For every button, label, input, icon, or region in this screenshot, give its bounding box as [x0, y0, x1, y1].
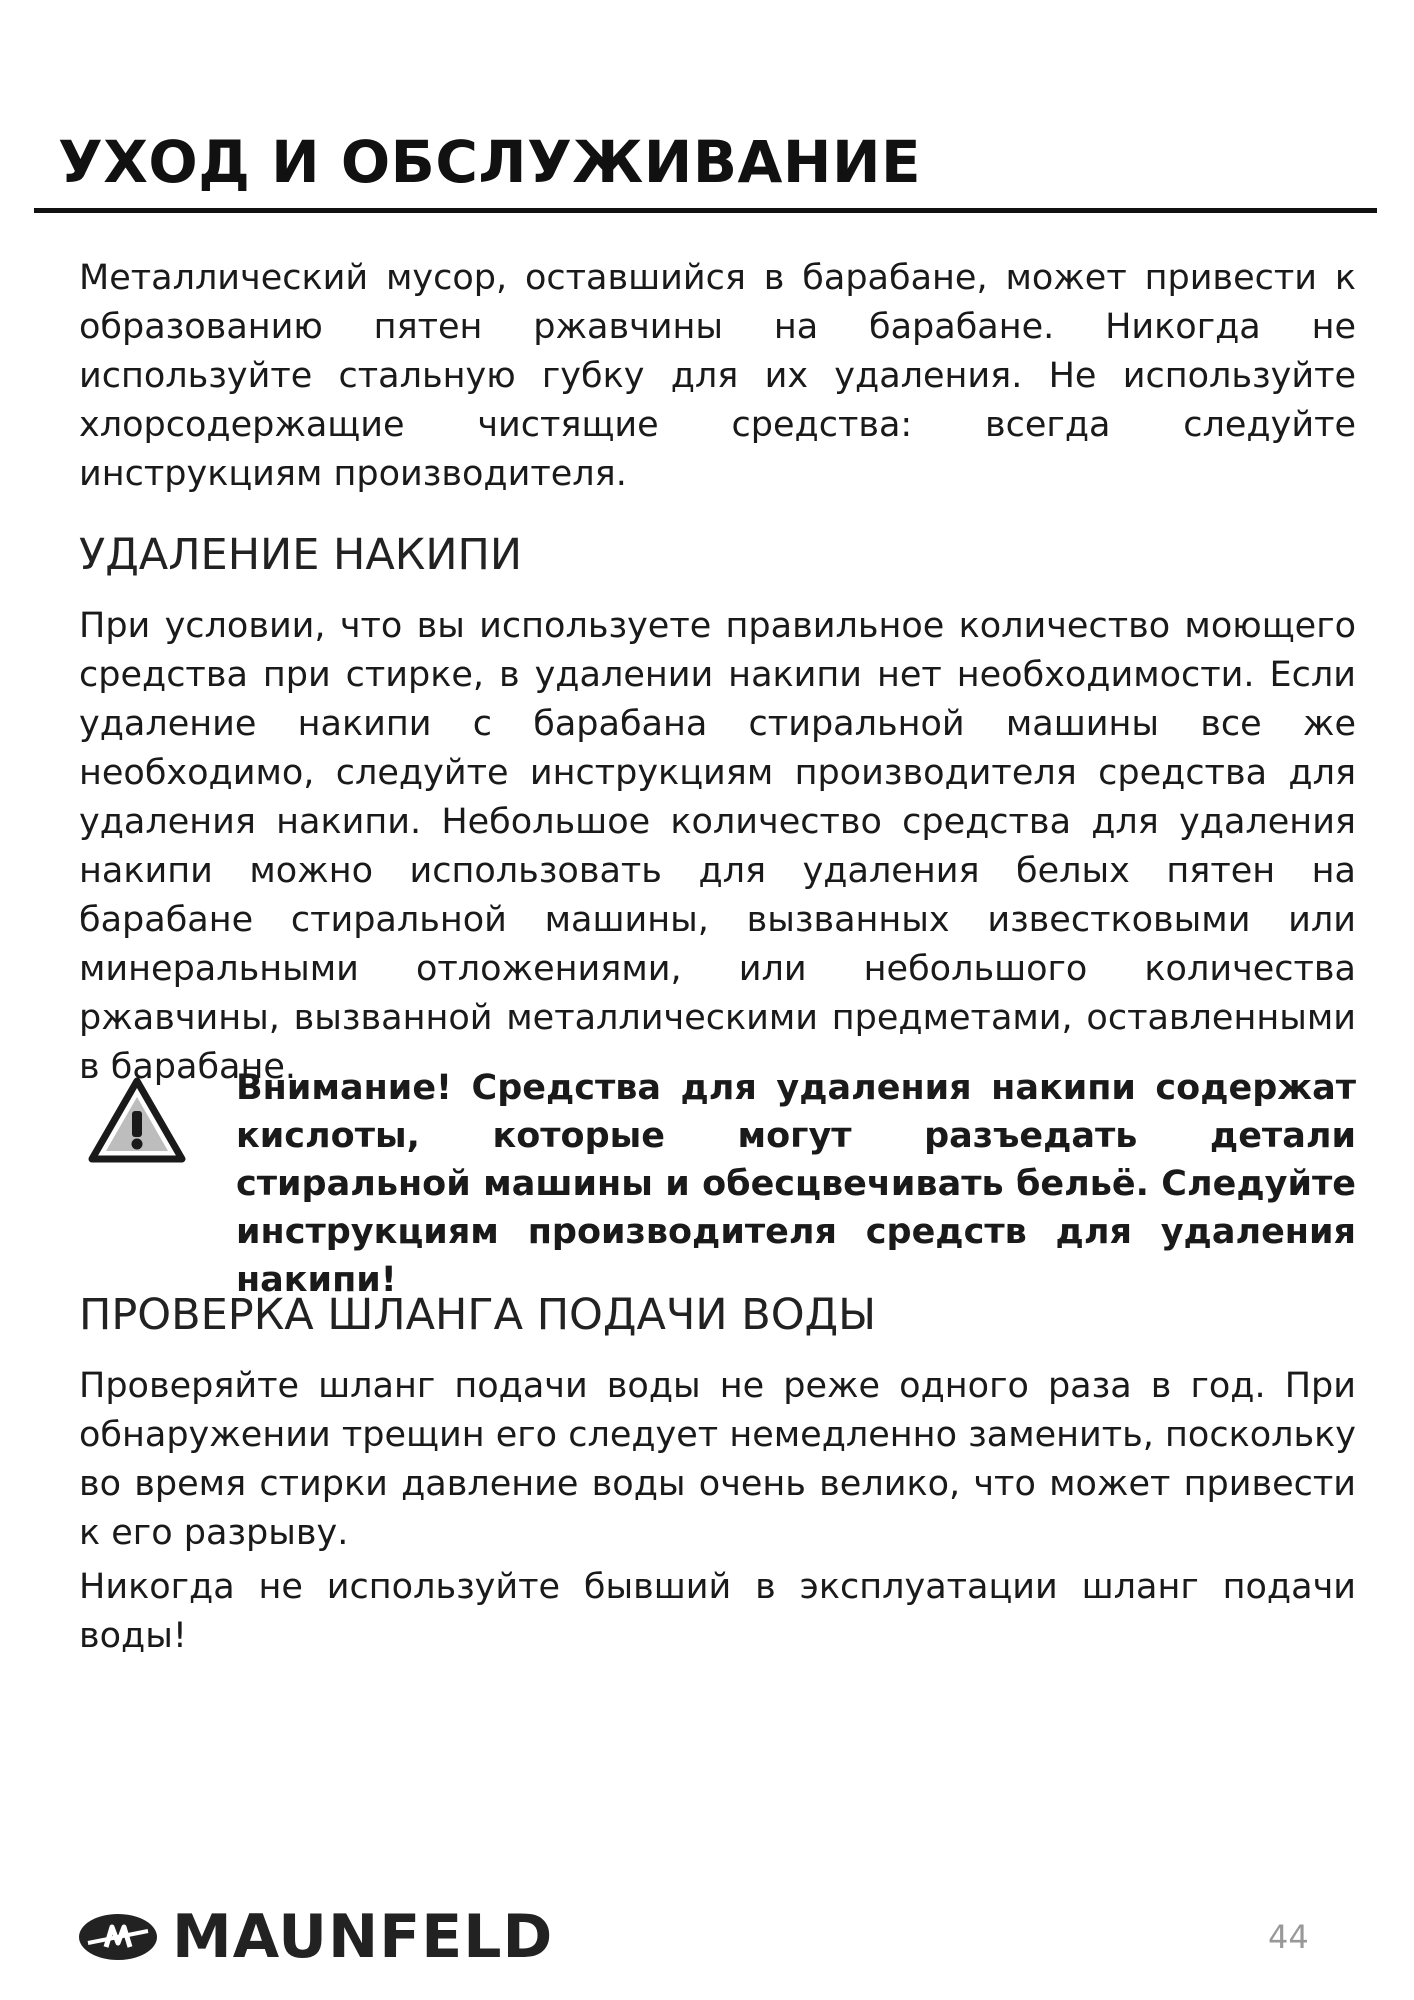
hose-heading: ПРОВЕРКА ШЛАНГА ПОДАЧИ ВОДЫ [79, 1290, 877, 1340]
page-title: УХОД И ОБСЛУЖИВАНИЕ [58, 128, 922, 196]
brand-name: MAUNFELD [172, 1902, 554, 1972]
hose-paragraph-1: Проверяйте шланг подачи воды не реже одного раза в год. При обнаружении трещин его следует немедленно заменить, поскольку во время стирки давление воды очень велико, что может привести к его разрыву. [79, 1366, 1356, 1553]
page-number: 44 [1268, 1918, 1309, 1956]
maunfeld-logo-icon [78, 1913, 158, 1961]
brand-logo [78, 1902, 553, 1972]
hose-paragraph-2: Никогда не используйте бывший в эксплуатации шланг подачи воды! [79, 1567, 1356, 1656]
descaling-warning: Внимание! Средства для удаления накипи содержат кислоты, которые могут разъедать детали стиральной машины и обесцвечивать бельё. Следуйте инструкциям производителя средств для удаления накипи! [236, 1068, 1356, 1300]
intro-paragraph: Металлический мусор, оставшийся в барабане, может привести к образованию пятен ржавчины на барабане. Никогда не используйте стальную губку для их удаления. Не используйте хлорсодержащие чистящие средства: всегда следуйте инструкциям производителя. [79, 258, 1356, 494]
title-divider [34, 208, 1377, 213]
descaling-paragraph: При условии, что вы используете правильное количество моющего средства при стирке, в удалении накипи нет необходимости. Если удаление накипи с барабана стиральной машины все же необходимо, следуйте инструкциям производителя средства для удаления накипи. Небольшое количество средства для удаления накипи можно использовать для удаления белых пятен на барабане стиральной машины, вызванных известковыми или минеральными отложениями, или небольшого количества ржавчины, вызванной металлическими предметами, оставленными в барабане. [79, 606, 1356, 1087]
warning-triangle-icon [86, 1075, 188, 1167]
descaling-heading: УДАЛЕНИЕ НАКИПИ [79, 530, 522, 580]
